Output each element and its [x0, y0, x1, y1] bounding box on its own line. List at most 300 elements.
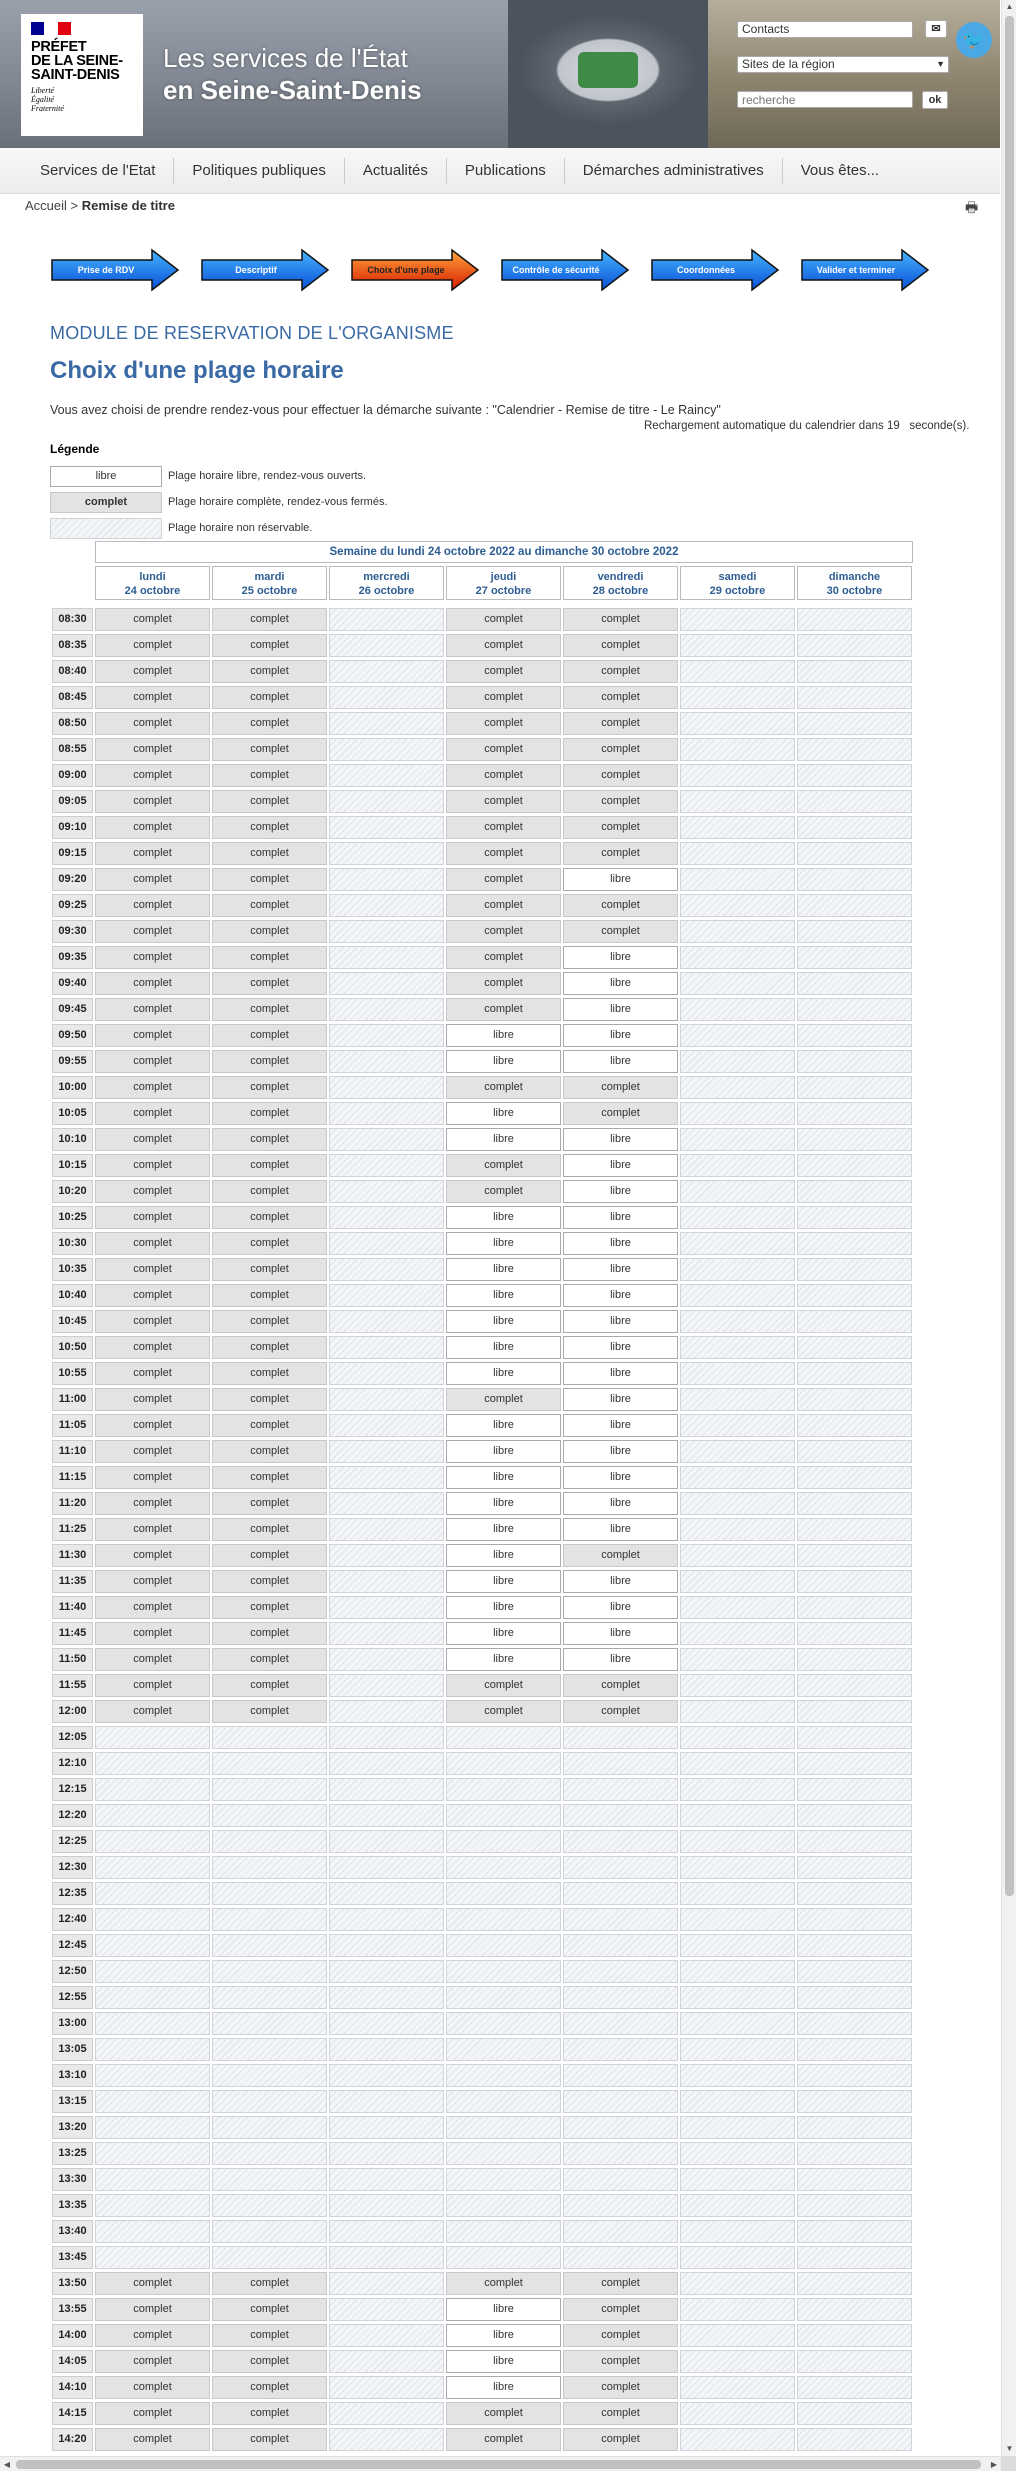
- slot-non-reservable: [797, 1518, 912, 1541]
- time-label: 12:00: [52, 1700, 93, 1723]
- slot-non-reservable: [797, 1492, 912, 1515]
- scroll-up-icon[interactable]: ▲: [1005, 2, 1014, 11]
- slot-non-reservable: [329, 1986, 444, 2009]
- slot-non-reservable: [680, 1102, 795, 1125]
- slot-libre[interactable]: libre: [446, 1648, 561, 1671]
- search-ok-button[interactable]: ok: [922, 91, 948, 109]
- mail-icon[interactable]: ✉: [925, 20, 947, 38]
- slot-non-reservable: [212, 2012, 327, 2035]
- slot-complet: complet: [212, 1128, 327, 1151]
- slot-libre[interactable]: libre: [563, 1596, 678, 1619]
- step-descriptif: [200, 248, 330, 292]
- slot-non-reservable: [680, 1258, 795, 1281]
- slot-non-reservable: [797, 634, 912, 657]
- slot-non-reservable: [329, 1154, 444, 1177]
- slot-complet: complet: [446, 712, 561, 735]
- slot-libre[interactable]: libre: [563, 1492, 678, 1515]
- slot-libre[interactable]: libre: [563, 1284, 678, 1307]
- slot-libre[interactable]: libre: [446, 1336, 561, 1359]
- slot-complet: complet: [563, 686, 678, 709]
- slot-non-reservable: [680, 2168, 795, 2191]
- slot-complet: complet: [95, 660, 210, 683]
- slot-non-reservable: [329, 1544, 444, 1567]
- slot-non-reservable: [446, 2038, 561, 2061]
- slot-complet: complet: [95, 2298, 210, 2321]
- slot-libre[interactable]: libre: [563, 868, 678, 891]
- slot-non-reservable: [446, 1882, 561, 1905]
- slot-non-reservable: [329, 634, 444, 657]
- slot-complet: complet: [212, 2428, 327, 2451]
- slot-complet: complet: [95, 686, 210, 709]
- slot-non-reservable: [329, 1492, 444, 1515]
- slot-non-reservable: [329, 2220, 444, 2243]
- slot-libre[interactable]: libre: [563, 1206, 678, 1229]
- slot-non-reservable: [329, 608, 444, 631]
- slot-non-reservable: [797, 1206, 912, 1229]
- time-label: 11:20: [52, 1492, 93, 1515]
- slot-non-reservable: [329, 1518, 444, 1541]
- time-label: 08:40: [52, 660, 93, 683]
- slot-complet: complet: [563, 2324, 678, 2347]
- slot-complet: complet: [95, 946, 210, 969]
- slot-non-reservable: [212, 2142, 327, 2165]
- slot-complet: complet: [446, 868, 561, 891]
- slot-libre[interactable]: libre: [563, 1388, 678, 1411]
- slot-non-reservable: [680, 1622, 795, 1645]
- slot-non-reservable: [680, 1206, 795, 1229]
- slot-complet: complet: [563, 1674, 678, 1697]
- slot-non-reservable: [329, 816, 444, 839]
- slot-complet: complet: [446, 946, 561, 969]
- slot-non-reservable: [680, 1414, 795, 1437]
- slot-libre[interactable]: libre: [446, 1284, 561, 1307]
- horizontal-scrollbar[interactable]: [0, 2456, 1001, 2471]
- slot-complet: complet: [95, 894, 210, 917]
- slot-non-reservable: [95, 1960, 210, 1983]
- slot-libre[interactable]: libre: [446, 2376, 561, 2399]
- slot-complet: complet: [446, 2428, 561, 2451]
- time-label: 08:35: [52, 634, 93, 657]
- site-title[interactable]: Les services de l'État en Seine-Saint-Denis: [163, 43, 422, 105]
- slot-libre[interactable]: libre: [446, 1440, 561, 1463]
- slot-non-reservable: [680, 1440, 795, 1463]
- day-name: mardi: [254, 571, 285, 583]
- slot-non-reservable: [797, 2116, 912, 2139]
- slot-libre[interactable]: libre: [446, 1024, 561, 1047]
- slot-libre[interactable]: libre: [446, 1622, 561, 1645]
- slot-non-reservable: [95, 1986, 210, 2009]
- logo-title: PRÉFET DE LA SEINE- SAINT-DENIS: [31, 39, 123, 83]
- slot-non-reservable: [797, 1882, 912, 1905]
- slot-non-reservable: [446, 1856, 561, 1879]
- time-label: 08:50: [52, 712, 93, 735]
- slot-libre[interactable]: libre: [446, 1102, 561, 1125]
- slot-complet: complet: [446, 1674, 561, 1697]
- time-label: 09:00: [52, 764, 93, 787]
- time-label: 12:55: [52, 1986, 93, 2009]
- slot-non-reservable: [797, 2064, 912, 2087]
- slot-complet: complet: [95, 738, 210, 761]
- time-label: 11:10: [52, 1440, 93, 1463]
- slot-libre[interactable]: libre: [446, 1258, 561, 1281]
- slot-complet: complet: [212, 660, 327, 683]
- time-label: 12:15: [52, 1778, 93, 1801]
- slot-libre[interactable]: libre: [563, 1024, 678, 1047]
- slot-non-reservable: [95, 2116, 210, 2139]
- slot-complet: complet: [212, 1622, 327, 1645]
- slot-non-reservable: [680, 1544, 795, 1567]
- slot-non-reservable: [797, 1596, 912, 1619]
- time-label: 10:15: [52, 1154, 93, 1177]
- slot-non-reservable: [797, 816, 912, 839]
- slot-complet: complet: [95, 2272, 210, 2295]
- slot-non-reservable: [680, 738, 795, 761]
- slot-complet: complet: [563, 1102, 678, 1125]
- slot-non-reservable: [329, 1284, 444, 1307]
- slot-libre[interactable]: libre: [446, 1466, 561, 1489]
- breadcrumb-home[interactable]: Accueil: [25, 198, 67, 213]
- slot-libre[interactable]: libre: [563, 1362, 678, 1385]
- slot-non-reservable: [212, 1778, 327, 1801]
- slot-complet: complet: [212, 1440, 327, 1463]
- slot-non-reservable: [680, 1804, 795, 1827]
- slot-non-reservable: [329, 2350, 444, 2373]
- slot-complet: complet: [212, 608, 327, 631]
- slot-non-reservable: [329, 738, 444, 761]
- slot-complet: complet: [446, 2402, 561, 2425]
- legend-box-non-reservable: [50, 518, 162, 539]
- slot-complet: complet: [95, 1570, 210, 1593]
- slot-complet: complet: [212, 2350, 327, 2373]
- slot-complet: complet: [212, 634, 327, 657]
- nav-item-publications[interactable]: Publications: [447, 158, 565, 184]
- slot-non-reservable: [446, 1726, 561, 1749]
- slot-non-reservable: [212, 1960, 327, 1983]
- slot-non-reservable: [446, 2194, 561, 2217]
- slot-non-reservable: [797, 1336, 912, 1359]
- step-label: Coordonnées personnelles: [676, 265, 735, 319]
- slot-non-reservable: [329, 1388, 444, 1411]
- slot-non-reservable: [680, 1232, 795, 1255]
- step-label: Choix d'une plage: [367, 265, 445, 275]
- slot-libre[interactable]: libre: [446, 1492, 561, 1515]
- slot-non-reservable: [329, 1310, 444, 1333]
- slot-non-reservable: [329, 1908, 444, 1931]
- slot-non-reservable: [797, 1180, 912, 1203]
- slot-libre[interactable]: libre: [446, 1518, 561, 1541]
- slot-libre[interactable]: libre: [563, 1258, 678, 1281]
- slot-non-reservable: [329, 2116, 444, 2139]
- slot-non-reservable: [680, 2428, 795, 2451]
- vertical-scroll-thumb[interactable]: [1005, 16, 1014, 1896]
- slot-libre[interactable]: libre: [563, 1570, 678, 1593]
- time-label: 09:05: [52, 790, 93, 813]
- slot-non-reservable: [446, 2090, 561, 2113]
- slot-non-reservable: [797, 972, 912, 995]
- slot-libre[interactable]: libre: [446, 1544, 561, 1567]
- slot-non-reservable: [563, 2064, 678, 2087]
- slot-non-reservable: [212, 1830, 327, 1853]
- slot-non-reservable: [329, 1258, 444, 1281]
- nav-item-demarches[interactable]: Démarches administratives: [565, 158, 783, 184]
- slot-non-reservable: [680, 2350, 795, 2373]
- slot-non-reservable: [680, 2324, 795, 2347]
- slot-complet: complet: [95, 634, 210, 657]
- slot-non-reservable: [797, 1934, 912, 1957]
- slot-non-reservable: [446, 2220, 561, 2243]
- slot-complet: complet: [212, 790, 327, 813]
- time-label: 09:40: [52, 972, 93, 995]
- slot-non-reservable: [797, 1648, 912, 1671]
- slot-non-reservable: [329, 2272, 444, 2295]
- slot-libre[interactable]: libre: [446, 1310, 561, 1333]
- slot-complet: complet: [446, 920, 561, 943]
- slot-complet: complet: [563, 1076, 678, 1099]
- slot-complet: complet: [563, 608, 678, 631]
- slot-non-reservable: [797, 2298, 912, 2321]
- slot-non-reservable: [797, 1908, 912, 1931]
- slot-non-reservable: [797, 738, 912, 761]
- slot-complet: complet: [446, 2272, 561, 2295]
- slot-non-reservable: [797, 2038, 912, 2061]
- time-label: 11:30: [52, 1544, 93, 1567]
- slot-non-reservable: [563, 2038, 678, 2061]
- slot-non-reservable: [329, 2012, 444, 2035]
- slot-complet: complet: [212, 2324, 327, 2347]
- slot-libre[interactable]: libre: [563, 1440, 678, 1463]
- slot-libre[interactable]: libre: [446, 1414, 561, 1437]
- slot-non-reservable: [446, 2012, 561, 2035]
- french-flag-icon: [31, 22, 71, 35]
- nav-item-actualites[interactable]: Actualités: [345, 158, 447, 184]
- twitter-icon[interactable]: 🐦: [956, 22, 992, 58]
- slot-libre[interactable]: libre: [446, 1232, 561, 1255]
- slot-non-reservable: [797, 608, 912, 631]
- time-label: 10:40: [52, 1284, 93, 1307]
- slot-libre[interactable]: libre: [446, 1596, 561, 1619]
- slot-libre[interactable]: libre: [563, 1232, 678, 1255]
- slot-non-reservable: [797, 1128, 912, 1151]
- slot-libre[interactable]: libre: [446, 1128, 561, 1151]
- slot-complet: complet: [563, 816, 678, 839]
- slot-non-reservable: [446, 2168, 561, 2191]
- slot-complet: complet: [95, 1024, 210, 1047]
- time-label: 14:05: [52, 2350, 93, 2373]
- slot-complet: complet: [95, 1674, 210, 1697]
- slot-libre[interactable]: libre: [563, 972, 678, 995]
- slot-non-reservable: [797, 946, 912, 969]
- slot-complet: complet: [563, 660, 678, 683]
- time-label: 11:25: [52, 1518, 93, 1541]
- slot-complet: complet: [95, 1102, 210, 1125]
- slot-complet: complet: [212, 686, 327, 709]
- search-input[interactable]: [737, 91, 913, 108]
- slot-libre[interactable]: libre: [563, 1518, 678, 1541]
- time-label: 12:40: [52, 1908, 93, 1931]
- slot-non-reservable: [680, 1700, 795, 1723]
- slot-non-reservable: [680, 1778, 795, 1801]
- slot-complet: complet: [446, 1700, 561, 1723]
- time-label: 10:05: [52, 1102, 93, 1125]
- slot-non-reservable: [95, 2064, 210, 2087]
- slot-complet: complet: [446, 1180, 561, 1203]
- slot-non-reservable: [212, 1856, 327, 1879]
- slot-non-reservable: [680, 1960, 795, 1983]
- slot-non-reservable: [95, 2012, 210, 2035]
- slot-libre[interactable]: libre: [446, 1206, 561, 1229]
- slot-libre[interactable]: libre: [563, 1648, 678, 1671]
- slot-complet: complet: [563, 764, 678, 787]
- slot-libre[interactable]: libre: [563, 1180, 678, 1203]
- slot-complet: complet: [95, 608, 210, 631]
- vertical-scrollbar[interactable]: [1001, 0, 1016, 2456]
- slot-non-reservable: [329, 1414, 444, 1437]
- slot-libre[interactable]: libre: [563, 1414, 678, 1437]
- slot-non-reservable: [797, 2142, 912, 2165]
- scroll-left-icon[interactable]: ◀: [3, 2460, 11, 2469]
- scroll-right-icon[interactable]: ▶: [990, 2460, 998, 2469]
- slot-complet: complet: [212, 2272, 327, 2295]
- step-label: Prise de RDV: [77, 265, 135, 275]
- slot-libre[interactable]: libre: [446, 1050, 561, 1073]
- slot-non-reservable: [329, 1882, 444, 1905]
- slot-non-reservable: [680, 1856, 795, 1879]
- time-label: 11:40: [52, 1596, 93, 1619]
- slot-non-reservable: [446, 1934, 561, 1957]
- slot-non-reservable: [212, 1752, 327, 1775]
- step-label: Contrôle de sécurité: [512, 265, 600, 275]
- slot-complet: complet: [95, 1414, 210, 1437]
- legend-text-complet: Plage horaire complète, rendez-vous fermés.: [168, 496, 388, 508]
- prefet-logo[interactable]: [21, 14, 143, 136]
- scroll-down-icon[interactable]: ▼: [1005, 2444, 1014, 2453]
- time-label: 12:50: [52, 1960, 93, 1983]
- slot-libre[interactable]: libre: [446, 2298, 561, 2321]
- slot-complet: complet: [563, 2298, 678, 2321]
- slot-libre[interactable]: libre: [563, 946, 678, 969]
- time-label: 09:10: [52, 816, 93, 839]
- slot-non-reservable: [680, 1128, 795, 1151]
- time-label: 10:10: [52, 1128, 93, 1151]
- step-controle-securite: [500, 248, 630, 292]
- slot-non-reservable: [563, 1830, 678, 1853]
- day-name: jeudi: [490, 571, 517, 583]
- time-label: 11:05: [52, 1414, 93, 1437]
- slot-non-reservable: [329, 2246, 444, 2269]
- print-icon[interactable]: 🖶: [965, 199, 979, 215]
- slot-non-reservable: [797, 1622, 912, 1645]
- slot-non-reservable: [797, 2012, 912, 2035]
- slot-libre[interactable]: libre: [446, 2350, 561, 2373]
- sites-region-select[interactable]: [737, 56, 949, 73]
- slot-libre[interactable]: libre: [563, 1466, 678, 1489]
- slot-non-reservable: [212, 2168, 327, 2191]
- slot-non-reservable: [680, 1986, 795, 2009]
- slot-libre[interactable]: libre: [563, 1622, 678, 1645]
- slot-libre[interactable]: libre: [563, 1128, 678, 1151]
- time-label: 13:05: [52, 2038, 93, 2061]
- slot-non-reservable: [563, 1960, 678, 1983]
- slot-complet: complet: [95, 2350, 210, 2373]
- module-title: MODULE DE RESERVATION DE L'ORGANISME: [50, 323, 454, 343]
- legend-title: Légende: [50, 442, 100, 456]
- slot-non-reservable: [563, 1804, 678, 1827]
- nav-item-services[interactable]: Services de l'Etat: [22, 158, 174, 184]
- slot-non-reservable: [680, 2272, 795, 2295]
- time-label: 09:45: [52, 998, 93, 1021]
- slot-non-reservable: [797, 998, 912, 1021]
- slot-non-reservable: [329, 1622, 444, 1645]
- slot-complet: complet: [95, 1258, 210, 1281]
- slot-complet: complet: [446, 790, 561, 813]
- slot-non-reservable: [95, 1934, 210, 1957]
- day-date: 24 octobre: [124, 585, 181, 597]
- slot-non-reservable: [797, 2194, 912, 2217]
- step-valider: [800, 248, 930, 292]
- slot-libre[interactable]: libre: [446, 1570, 561, 1593]
- slot-non-reservable: [212, 1804, 327, 1827]
- day-header-mardi: [212, 566, 327, 600]
- slot-non-reservable: [680, 894, 795, 917]
- slot-libre[interactable]: libre: [563, 1336, 678, 1359]
- slot-complet: complet: [212, 842, 327, 865]
- slot-non-reservable: [212, 1986, 327, 2009]
- horizontal-scroll-thumb[interactable]: [16, 2460, 981, 2469]
- slot-non-reservable: [680, 660, 795, 683]
- slot-complet: complet: [95, 1466, 210, 1489]
- time-label: 09:20: [52, 868, 93, 891]
- slot-libre[interactable]: libre: [563, 1310, 678, 1333]
- slot-non-reservable: [563, 1856, 678, 1879]
- slot-non-reservable: [563, 2194, 678, 2217]
- slot-complet: complet: [446, 894, 561, 917]
- slot-libre[interactable]: libre: [563, 998, 678, 1021]
- contacts-link[interactable]: Contacts: [737, 21, 913, 38]
- slot-non-reservable: [329, 764, 444, 787]
- legend-item-non-reservable: [50, 518, 550, 540]
- slot-libre[interactable]: libre: [563, 1050, 678, 1073]
- slot-non-reservable: [797, 1544, 912, 1567]
- slot-non-reservable: [95, 1752, 210, 1775]
- slot-libre[interactable]: libre: [446, 2324, 561, 2347]
- slot-complet: complet: [212, 1362, 327, 1385]
- slot-non-reservable: [797, 2402, 912, 2425]
- page-title: Choix d'une plage horaire: [50, 357, 344, 384]
- slot-non-reservable: [329, 686, 444, 709]
- slot-non-reservable: [680, 2402, 795, 2425]
- slot-libre[interactable]: libre: [563, 1154, 678, 1177]
- slot-non-reservable: [446, 2246, 561, 2269]
- time-label: 13:40: [52, 2220, 93, 2243]
- time-label: 09:15: [52, 842, 93, 865]
- slot-non-reservable: [563, 2246, 678, 2269]
- slot-complet: complet: [95, 1544, 210, 1567]
- slot-non-reservable: [446, 1804, 561, 1827]
- day-date: 29 octobre: [709, 585, 766, 597]
- slot-non-reservable: [680, 2376, 795, 2399]
- slot-non-reservable: [680, 2012, 795, 2035]
- slot-complet: complet: [212, 894, 327, 917]
- slot-libre[interactable]: libre: [446, 1362, 561, 1385]
- slot-non-reservable: [680, 972, 795, 995]
- slot-non-reservable: [329, 1362, 444, 1385]
- legend-item-complet: [50, 492, 550, 514]
- slot-complet: complet: [212, 1414, 327, 1437]
- slot-non-reservable: [446, 1908, 561, 1931]
- nav-item-vous-etes[interactable]: Vous êtes...: [800, 161, 880, 179]
- nav-item-politiques[interactable]: Politiques publiques: [174, 158, 344, 184]
- slot-non-reservable: [797, 1804, 912, 1827]
